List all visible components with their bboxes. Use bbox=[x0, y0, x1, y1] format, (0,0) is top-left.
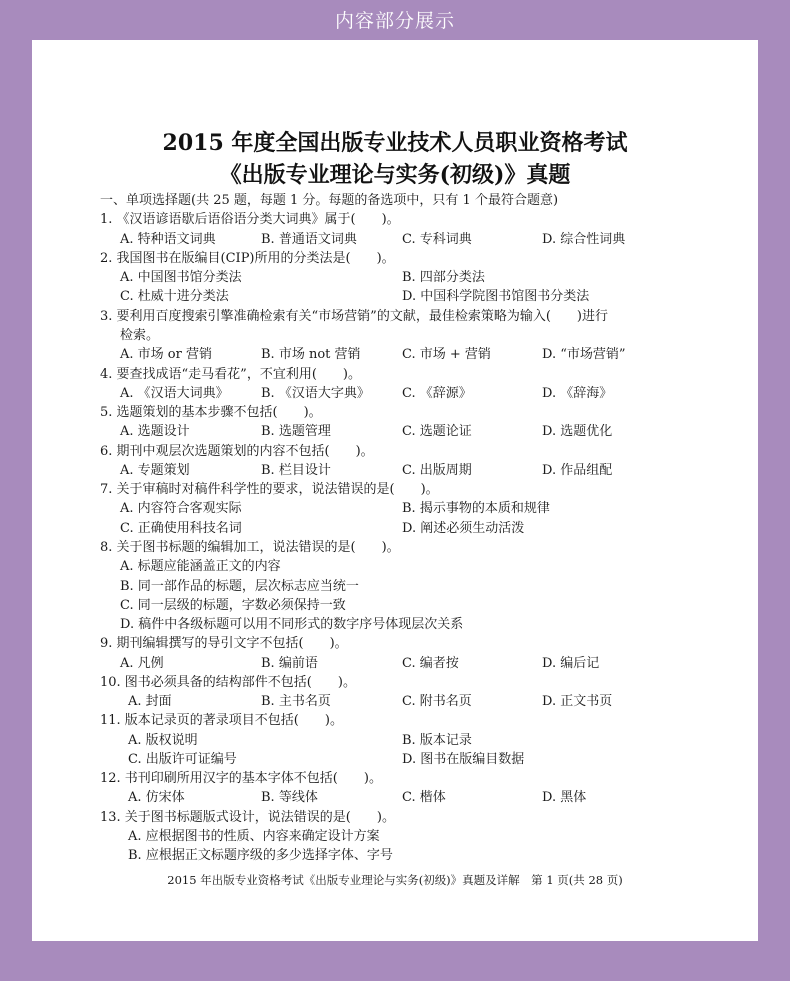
q6-option-a: A. 专题策划 bbox=[120, 463, 190, 478]
q7-option-b: B. 揭示事物的本质和规律 bbox=[402, 501, 550, 516]
document-page bbox=[32, 40, 758, 941]
q12-option-c: C. 楷体 bbox=[402, 790, 446, 805]
q5-option-d: D. 选题优化 bbox=[542, 424, 613, 439]
q10-option-c: C. 附书名页 bbox=[402, 694, 472, 709]
q9-option-d: D. 编后记 bbox=[542, 656, 600, 671]
question-6: 6. 期刊中观层次选题策划的内容不包括( )。 bbox=[100, 444, 374, 459]
question-8: 8. 关于图书标题的编辑加工，说法错误的是( )。 bbox=[100, 540, 400, 555]
q2-option-b: B. 四部分类法 bbox=[402, 270, 485, 285]
q7-option-d: D. 阐述必须生动活泼 bbox=[402, 521, 525, 536]
q9-option-b: B. 编前语 bbox=[261, 656, 318, 671]
q8-option-a: A. 标题应能涵盖正文的内容 bbox=[120, 559, 281, 574]
q8-option-c: C. 同一层级的标题，字数必须保持一致 bbox=[120, 598, 346, 613]
q1-option-c: C. 专科词典 bbox=[402, 232, 472, 247]
question-7: 7. 关于审稿时对稿件科学性的要求，说法错误的是( )。 bbox=[100, 482, 439, 497]
q12-option-d: D. 黑体 bbox=[542, 790, 587, 805]
question-4: 4. 要查找成语“走马看花”，不宜利用( )。 bbox=[100, 367, 361, 382]
q3-option-c: C. 市场 + 营销 bbox=[402, 347, 491, 362]
q4-option-a: A. 《汉语大词典》 bbox=[120, 386, 229, 401]
q1-option-d: D. 综合性词典 bbox=[542, 232, 626, 247]
q6-option-d: D. 作品组配 bbox=[542, 463, 613, 478]
q3-option-b: B. 市场 not 营销 bbox=[261, 347, 361, 362]
q13-option-b: B. 应根据正文标题序级的多少选择字体、字号 bbox=[128, 848, 393, 863]
question-2: 2. 我国图书在版编目(CIP)所用的分类法是( )。 bbox=[100, 251, 395, 266]
question-13: 13. 关于图书标题版式设计，说法错误的是( )。 bbox=[100, 810, 395, 825]
q10-option-d: D. 正文书页 bbox=[542, 694, 613, 709]
q12-option-b: B. 等线体 bbox=[261, 790, 318, 805]
question-5: 5. 选题策划的基本步骤不包括( )。 bbox=[100, 405, 322, 420]
q10-option-a: A. 封面 bbox=[128, 694, 172, 709]
q9-option-a: A. 凡例 bbox=[120, 656, 164, 671]
q2-option-d: D. 中国科学院图书馆图书分类法 bbox=[402, 289, 590, 304]
q1-option-b: B. 普通语文词典 bbox=[261, 232, 357, 247]
q10-option-b: B. 主书名页 bbox=[261, 694, 331, 709]
question-3-continued: 检索。 bbox=[120, 328, 160, 343]
question-3: 3. 要利用百度搜索引擎准确检索有关“市场营销”的文献，最佳检索策略为输入( )进行 bbox=[100, 309, 608, 324]
q13-option-a: A. 应根据图书的性质、内容来确定设计方案 bbox=[128, 829, 380, 844]
q2-option-c: C. 杜威十进分类法 bbox=[120, 289, 229, 304]
question-10: 10. 图书必须具备的结构部件不包括( )。 bbox=[100, 675, 356, 690]
q11-option-b: B. 版本记录 bbox=[402, 733, 472, 748]
section-heading: 一、单项选择题(共 25 题，每题 1 分。每题的备选项中，只有 1 个最符合题意) bbox=[100, 193, 559, 208]
q3-option-a: A. 市场 or 营销 bbox=[120, 347, 212, 362]
q1-option-a: A. 特种语文词典 bbox=[120, 232, 216, 247]
page-footer: 2015 年出版专业资格考试《出版专业理论与实务(初级)》真题及详解 第 1 页(共 28 页) bbox=[167, 873, 623, 887]
q4-option-b: B. 《汉语大字典》 bbox=[261, 386, 370, 401]
q7-option-a: A. 内容符合客观实际 bbox=[120, 501, 242, 516]
q6-option-b: B. 栏目设计 bbox=[261, 463, 331, 478]
question-12: 12. 书刊印刷所用汉字的基本字体不包括( )。 bbox=[100, 771, 382, 786]
q2-option-a: A. 中国图书馆分类法 bbox=[120, 270, 242, 285]
banner: 内容部分展示 bbox=[334, 10, 455, 32]
q11-option-c: C. 出版许可证编号 bbox=[128, 752, 237, 767]
q7-option-c: C. 正确使用科技名词 bbox=[120, 521, 242, 536]
q5-option-a: A. 选题设计 bbox=[120, 424, 190, 439]
page-subtitle: 《出版专业理论与实务(初级)》真题 bbox=[219, 162, 571, 188]
q8-option-d: D. 稿件中各级标题可以用不同形式的数字序号体现层次关系 bbox=[120, 617, 464, 632]
q11-option-a: A. 版权说明 bbox=[128, 733, 198, 748]
q6-option-c: C. 出版周期 bbox=[402, 463, 472, 478]
q9-option-c: C. 编者按 bbox=[402, 656, 459, 671]
q5-option-c: C. 选题论证 bbox=[402, 424, 472, 439]
q8-option-b: B. 同一部作品的标题，层次标志应当统一 bbox=[120, 579, 359, 594]
question-1: 1. 《汉语谚语歇后语俗语分类大词典》属于( )。 bbox=[100, 212, 400, 227]
q4-option-d: D. 《辞海》 bbox=[542, 386, 613, 401]
q5-option-b: B. 选题管理 bbox=[261, 424, 331, 439]
q12-option-a: A. 仿宋体 bbox=[128, 790, 185, 805]
page-title: 2015 年度全国出版专业技术人员职业资格考试 bbox=[162, 130, 628, 156]
q11-option-d: D. 图书在版编目数据 bbox=[402, 752, 525, 767]
question-9: 9. 期刊编辑撰写的导引文字不包括( )。 bbox=[100, 636, 348, 651]
question-11: 11. 版本记录页的著录项目不包括( )。 bbox=[100, 713, 343, 728]
q4-option-c: C. 《辞源》 bbox=[402, 386, 472, 401]
q3-option-d: D. “市场营销” bbox=[542, 347, 626, 362]
